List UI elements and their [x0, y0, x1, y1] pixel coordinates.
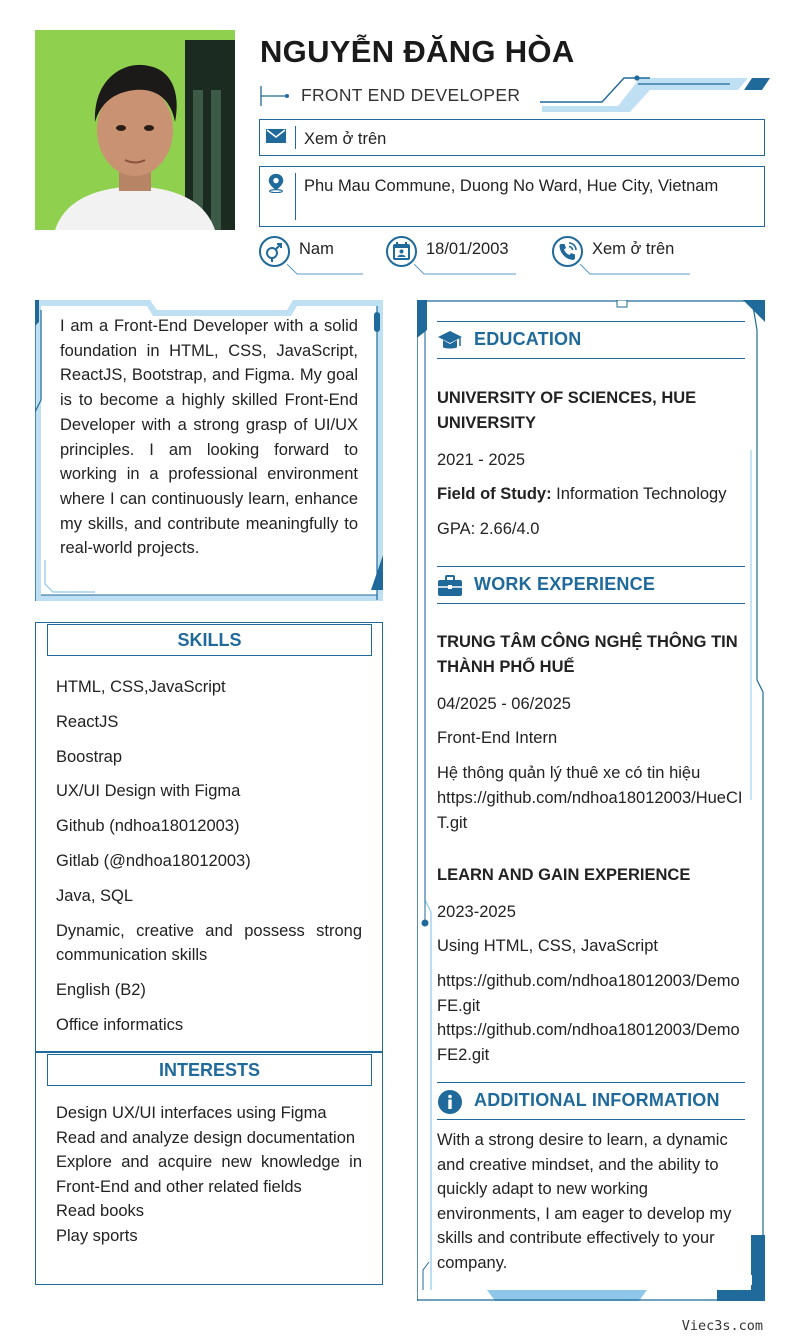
job-role: Front-End Intern	[437, 729, 558, 747]
additional-heading-bar	[437, 1082, 745, 1120]
skills-list	[56, 675, 362, 1047]
job-link[interactable]: https://github.com/ndhoa18012003/DemoFE2.git	[437, 1021, 740, 1064]
field-label: Field of Study:	[437, 485, 552, 503]
summary-text: I am a Front-End Developer with a solid foundation in HTML, CSS, JavaScript, ReactJS, Bootstrap, and Figma. My goal is to become a highly skilled Front-End Developer with a strong grasp of UI/UX principles. I am looking forward to working in a professional environment where I can continuously learn, enhance my skills, and contribute meaningfully to real-world projects.	[60, 317, 358, 558]
additional-text: With a strong desire to learn, a dynamic and creative mindset, and the ability to quickly adapt to new working environments, I am eager to develop my skills and contribute effectively to your company.	[437, 1131, 732, 1272]
skill-item: HTML, CSS,JavaScript	[56, 678, 226, 696]
interest-item: Explore and acquire new knowledge in Front-End and other related fields	[56, 1153, 362, 1196]
phone-value: Xem ở trên	[592, 240, 675, 258]
additional-heading: ADDITIONAL INFORMATION	[474, 1090, 720, 1110]
interests-list	[56, 1101, 362, 1249]
job-link[interactable]: https://github.com/ndhoa18012003/HueCIT.git	[437, 789, 743, 832]
birthday-underline	[414, 264, 518, 276]
skill-item: Office informatics	[56, 1015, 184, 1034]
job-link[interactable]: https://github.com/ndhoa18012003/DemoFE.git	[437, 972, 740, 1015]
gender-underline	[287, 264, 365, 276]
skills-heading: SKILLS	[47, 624, 372, 656]
envelope-icon	[265, 126, 287, 146]
interest-item: Design UX/UI interfaces using Figma	[56, 1104, 327, 1122]
skills-section	[35, 622, 383, 1052]
education-school: UNIVERSITY OF SCIENCES, HUE UNIVERSITY	[437, 389, 697, 432]
address-box	[259, 166, 765, 227]
location-pin-icon	[265, 173, 287, 193]
skill-item: Java, SQL	[56, 886, 134, 905]
birthday-item	[386, 236, 526, 276]
address-value: Phu Mau Commune, Duong No Ward, Hue City, Vietnam	[304, 177, 719, 195]
calendar-icon	[386, 236, 417, 267]
field-value: Information Technology	[556, 485, 727, 503]
job-role: Using HTML, CSS, JavaScript	[437, 937, 658, 955]
work-heading: WORK EXPERIENCE	[474, 574, 656, 594]
job-company: LEARN AND GAIN EXPERIENCE	[437, 866, 691, 884]
briefcase-icon	[437, 573, 463, 599]
job-title: FRONT END DEVELOPER	[301, 85, 521, 105]
address-separator	[295, 173, 296, 220]
education-heading: EDUCATION	[474, 329, 582, 349]
footer-watermark: Viec3s.com	[681, 1318, 763, 1334]
email-box	[259, 119, 765, 156]
work-heading-bar	[437, 566, 745, 604]
interest-item: Read books	[56, 1202, 145, 1221]
education-period: 2021 - 2025	[437, 451, 526, 469]
phone-underline	[580, 264, 692, 276]
education-gpa: GPA: 2.66/4.0	[437, 520, 540, 538]
title-line-icon	[260, 86, 290, 106]
phone-item	[552, 236, 692, 276]
gender-value: Nam	[299, 240, 334, 258]
skill-item: Boostrap	[56, 747, 123, 766]
interests-section	[35, 1052, 383, 1285]
skill-item: UX/UI Design with Figma	[56, 782, 241, 801]
interest-item: Read and analyze design documentation	[56, 1128, 356, 1147]
job-period: 2023-2025	[437, 903, 516, 921]
job-company: TRUNG TÂM CÔNG NGHỆ THÔNG TIN THÀNH PHỐ HUẾ	[437, 633, 738, 676]
skill-item: ReactJS	[56, 712, 119, 731]
gender-item	[259, 236, 369, 276]
skill-item: English (B2)	[56, 980, 146, 999]
interest-item: Play sports	[56, 1226, 138, 1245]
education-heading-bar	[437, 321, 745, 359]
interests-heading: INTERESTS	[47, 1054, 372, 1086]
phone-icon	[552, 236, 583, 267]
education-field	[437, 482, 747, 507]
birthday-value: 18/01/2003	[426, 240, 509, 258]
candidate-name: NGUYỄN ĐĂNG HÒA	[260, 34, 575, 69]
skill-item: Dynamic, creative and possess strong communication skills	[56, 921, 362, 965]
email-separator	[295, 126, 296, 149]
graduation-cap-icon	[437, 328, 463, 354]
skill-item: Github (ndhoa18012003)	[56, 817, 240, 836]
circuit-decoration	[540, 72, 770, 114]
job-description: Hệ thông quản lý thuê xe có tin hiệu	[437, 764, 701, 782]
skill-item: Gitlab (@ndhoa18012003)	[56, 851, 251, 870]
summary-section	[35, 300, 383, 601]
gender-icon	[259, 236, 290, 267]
email-value: Xem ở trên	[304, 130, 387, 148]
job-period: 04/2025 - 06/2025	[437, 695, 571, 713]
profile-photo	[35, 30, 235, 230]
info-icon	[437, 1089, 463, 1115]
